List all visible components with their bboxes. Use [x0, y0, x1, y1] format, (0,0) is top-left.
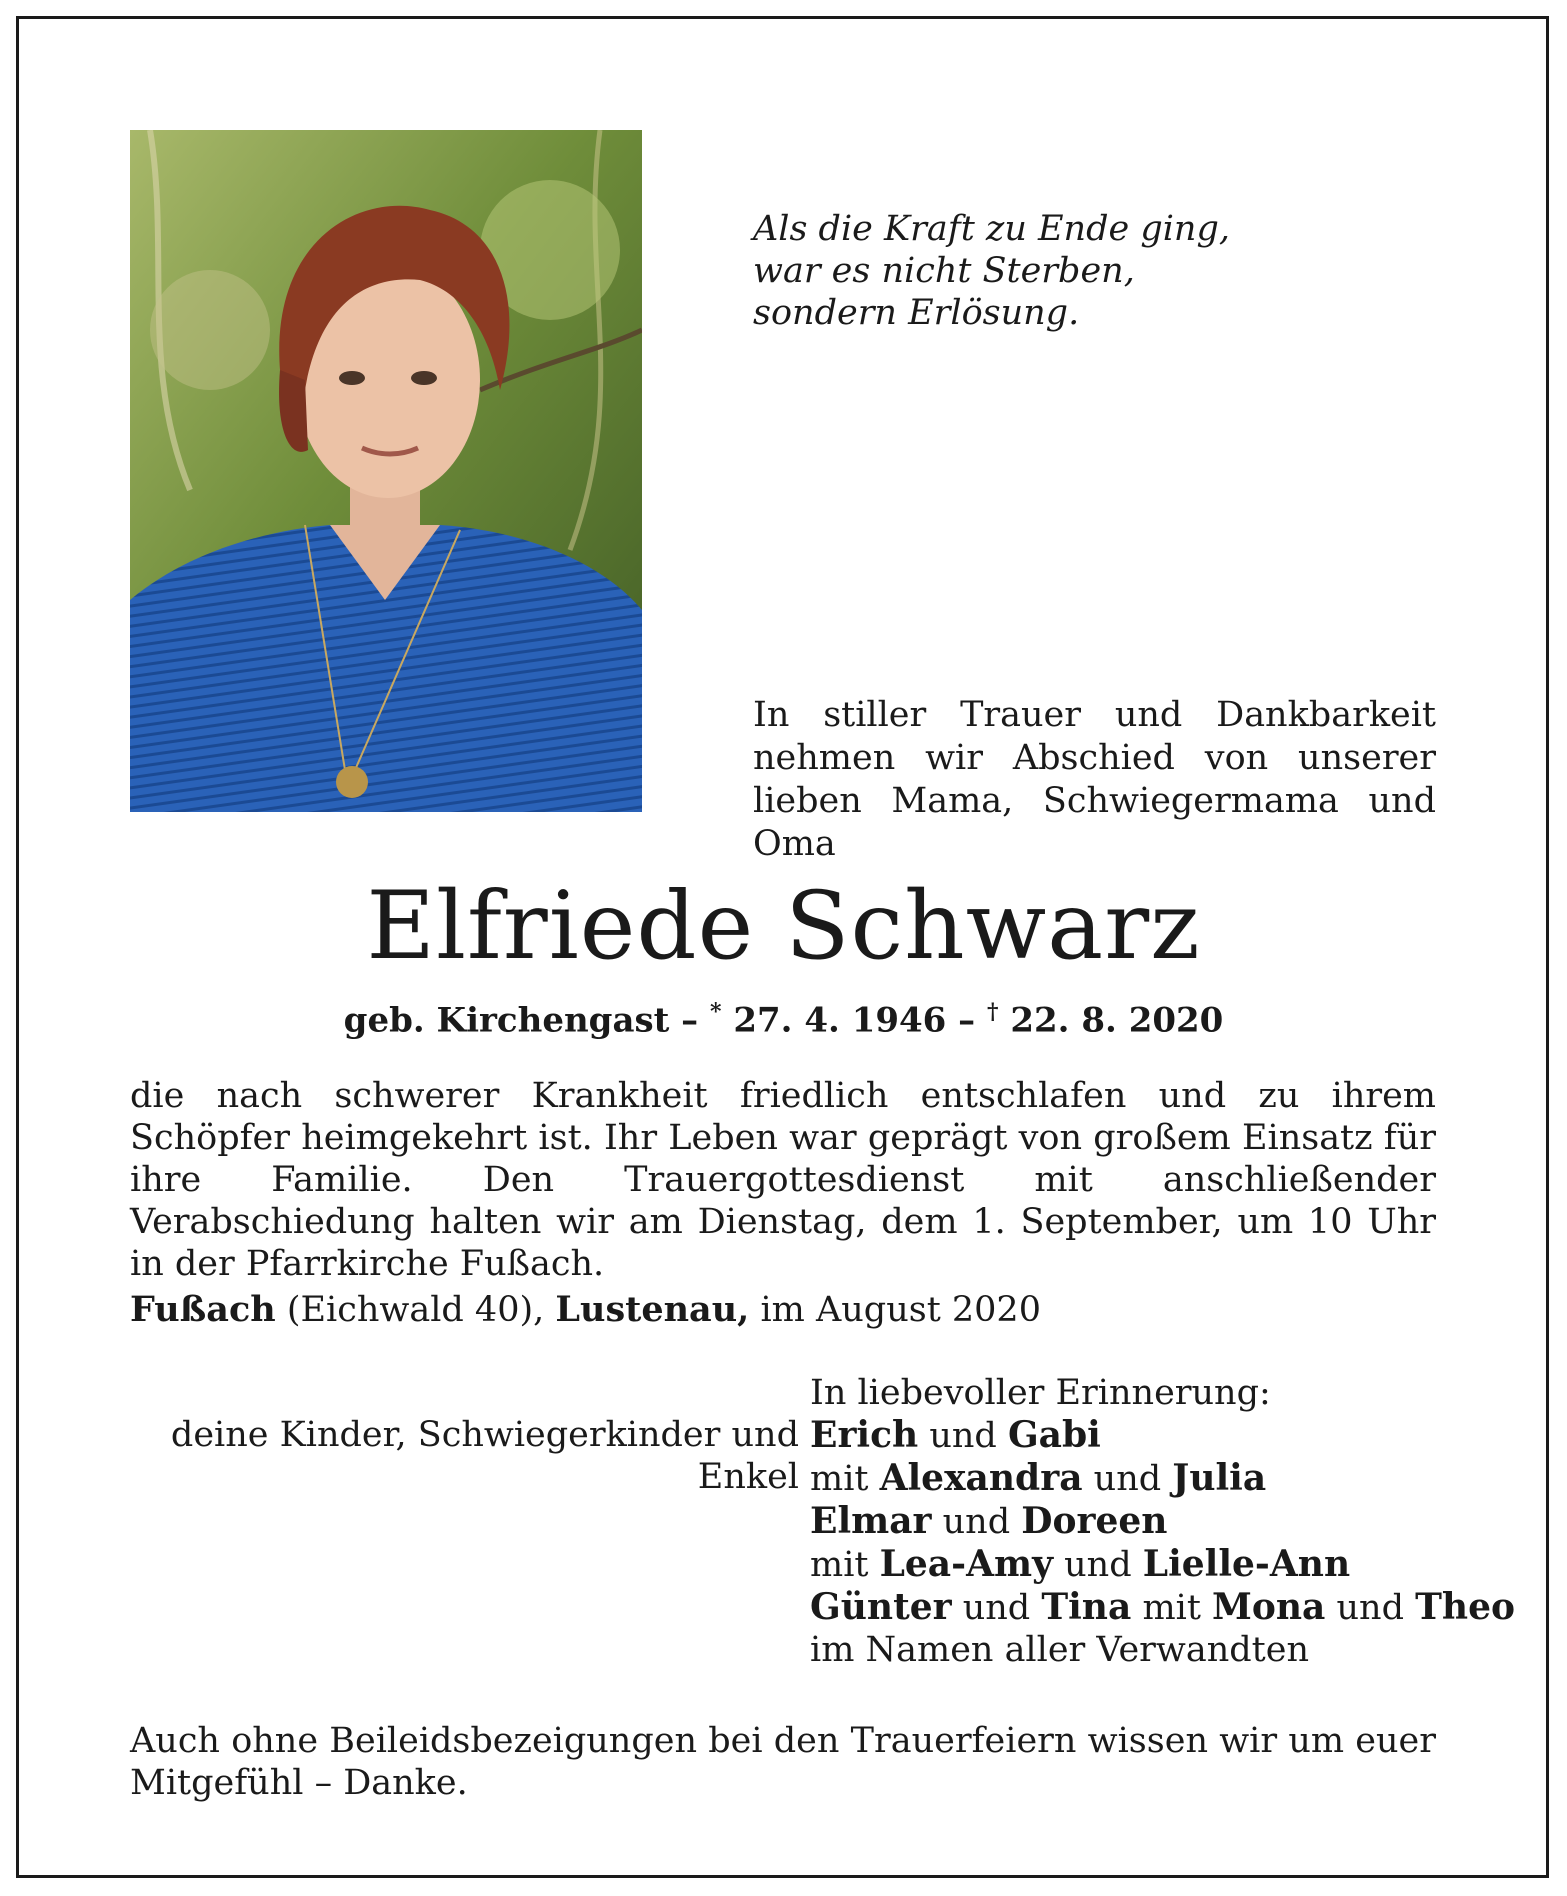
family-name: Lea-Amy [879, 1543, 1054, 1585]
family-name: Theo [1415, 1586, 1516, 1628]
address: (Eichwald 40), [275, 1290, 556, 1330]
family-name: Mona [1212, 1586, 1326, 1628]
family-list [810, 1414, 1515, 1671]
conjunction: und [1325, 1588, 1416, 1628]
family-line [810, 1543, 1515, 1586]
separator: – [946, 1000, 988, 1041]
life-dates [0, 990, 1567, 1042]
family-name: Günter [810, 1586, 952, 1628]
died-symbol: † [987, 999, 999, 1025]
conjunction: und [931, 1502, 1022, 1542]
town-fussach: Fußach [130, 1289, 276, 1330]
family-line [810, 1414, 1515, 1457]
conjunction: und [1053, 1545, 1143, 1585]
portrait-photo [130, 130, 642, 812]
family-line: im Namen aller Verwandten [810, 1630, 1309, 1670]
deceased-name: Elfriede Schwarz [366, 872, 1201, 981]
intro-text: In stiller Trauer und Dankbarkeit nehmen wir Abschied von unserer lieben Mama, Schwiegermama und Oma [753, 695, 1436, 864]
place-date [130, 1288, 1041, 1332]
death-date: 22. 8. 2020 [998, 1000, 1224, 1041]
family-name: Doreen [1021, 1500, 1168, 1542]
born-symbol: * [710, 999, 722, 1025]
conjunction: mit [810, 1545, 880, 1585]
family-name: Lielle-Ann [1142, 1543, 1351, 1585]
notice-date: im August 2020 [749, 1290, 1041, 1330]
separator: – [669, 1000, 711, 1041]
maiden-name: geb. Kirchengast [343, 1000, 670, 1041]
family-name: Alexandra [879, 1457, 1083, 1499]
quote [753, 208, 1230, 334]
kinder-label: deine Kinder, Schwiegerkinder und Enkel [170, 1415, 799, 1497]
family-name: Julia [1172, 1457, 1267, 1499]
quote-line: war es nicht Sterben, [753, 251, 1135, 291]
closing-text: Auch ohne Beileidsbezeigungen bei den Trauerfeiern wissen wir um euer Mitgefühl – Danke. [130, 1721, 1436, 1803]
town-lustenau: Lustenau, [555, 1289, 750, 1330]
conjunction: und [1082, 1459, 1173, 1499]
quote-line: sondern Erlösung. [753, 293, 1080, 333]
conjunction: und [951, 1588, 1042, 1628]
conjunction: und [918, 1416, 1008, 1456]
family-line [810, 1457, 1515, 1500]
quote-line: Als die Kraft zu Ende ging, [753, 209, 1230, 249]
body-text: die nach schwerer Krankheit friedlich entschlafen und zu ihrem Schöpfer heimgekehrt ist. Ihr Leben war geprägt von großem Einsatz für ihre Familie. Den Trauergottesdienst mit anschließender Verabschiedung halten wir am Dienstag, dem 1. September, um 10 Uhr in der Pfarrkirche Fußach. [130, 1076, 1436, 1284]
family-name: Gabi [1007, 1414, 1101, 1456]
family-name: Elmar [810, 1500, 932, 1542]
family-name: Tina [1041, 1586, 1132, 1628]
conjunction: mit [810, 1459, 880, 1499]
family-line [810, 1586, 1515, 1629]
conjunction: mit [1131, 1588, 1213, 1628]
remembrance-heading: In liebevoller Erinnerung: [810, 1373, 1271, 1413]
family-line [810, 1500, 1515, 1543]
birth-date: 27. 4. 1946 [721, 1000, 947, 1041]
family-name: Erich [810, 1414, 919, 1456]
